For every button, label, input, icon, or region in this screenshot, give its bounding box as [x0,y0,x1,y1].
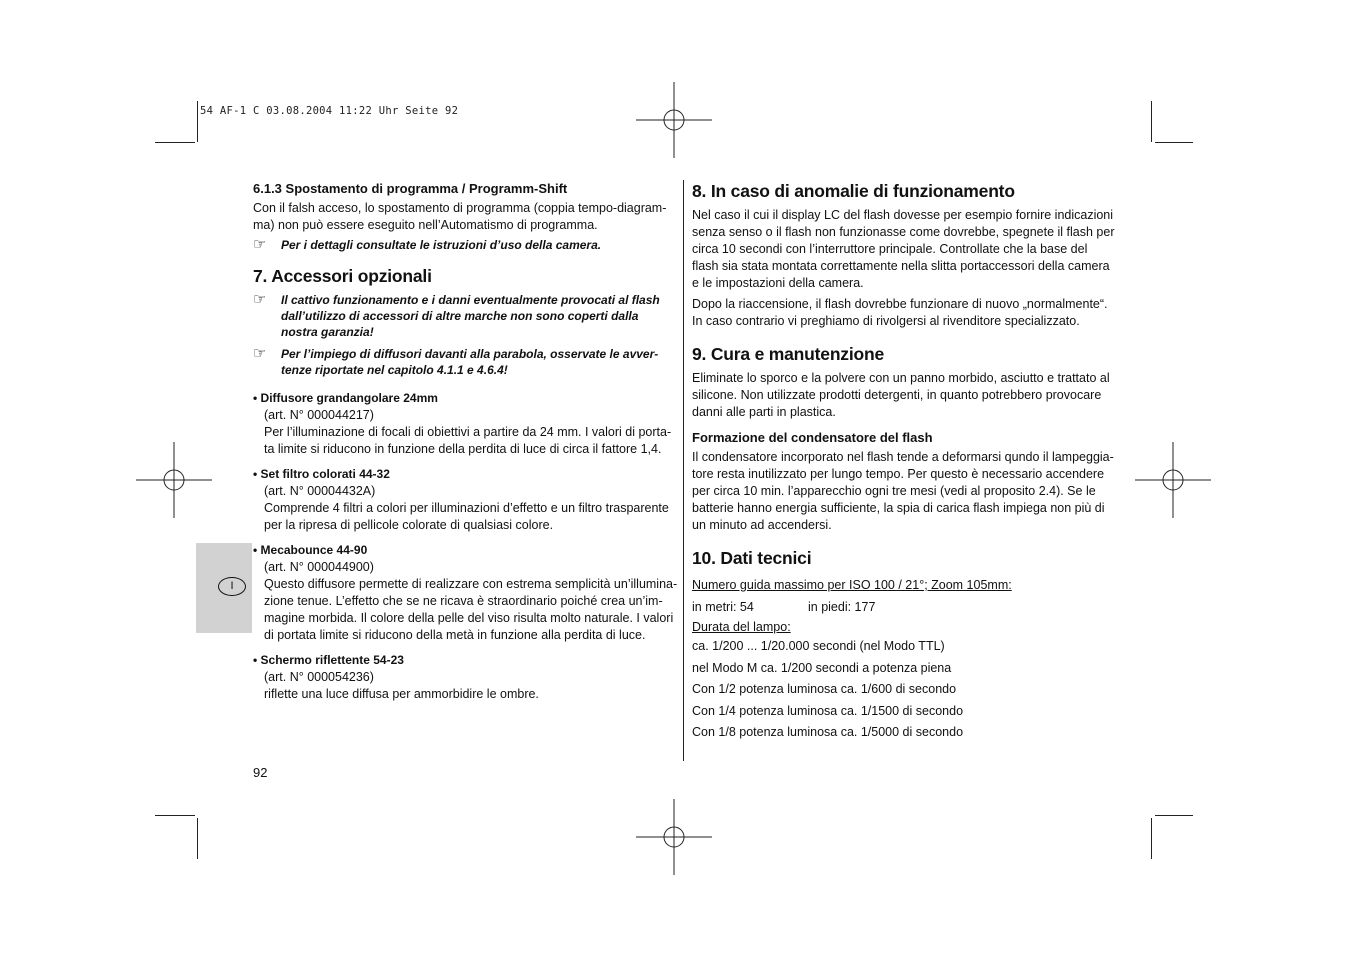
section-9-title: 9. Cura e manutenzione [692,344,885,364]
section-8-paragraph: Nel caso il cui il display LC del flash dovesse per esempio fornire indicazioni senza senso o il flash non funzionasse come dovrebbe, spegnete il flash per circa 10 secondi con l’interruttore principale. Controllate che la base del flash sia stata montata correttamente nella slitta portaccessori della camera e le impostazioni della camera. [692,208,1115,290]
section-8-title: 8. In caso di anomalie di funzionamento [692,181,1015,201]
left-column [253,180,678,703]
flash-duration-line: nel Modo M ca. 1/200 secondi a potenza piena [692,660,952,675]
accessory-item [253,390,678,458]
accessory-name: • Schermo riflettente 54-23 [253,653,404,667]
accessory-item [253,466,678,534]
accessory-description: Per l’illuminazione di focali di obiettivi a partire da 24 mm. I valori di porta-ta limite si riducono in funzione della perdita di luce di circa il fattore 1,4. [264,425,672,456]
note-text: Per i dettagli consultate le istruzioni d’uso della camera. [281,238,602,252]
note-text: Per l’impiego di diffusori davanti alla parabola, osservate le avver-tenze riportate nel capitolo 4.1.1 e 4.6.4! [281,347,659,377]
guide-number-feet: in piedi: 177 [808,599,876,614]
pointing-hand-icon: ☞ [253,291,267,308]
flash-duration-line: Con 1/4 potenza luminosa ca. 1/1500 di secondo [692,703,964,718]
right-column [692,180,1117,744]
flash-duration-label: Durata del lampo: [692,620,791,634]
crop-mark [155,815,195,816]
flash-duration-line: ca. 1/200 ... 1/20.000 secondi (nel Modo TTL) [692,639,945,653]
crop-mark [1151,818,1152,859]
accessory-name: • Mecabounce 44-90 [253,543,368,557]
flash-duration-line: Con 1/2 potenza luminosa ca. 1/600 di secondo [692,682,957,696]
note-text: Il cattivo funzionamento e i danni eventualmente provocati al flash dall’utilizzo di accessori di altre marche non sono coperti dalla nostra garanzia! [281,293,660,339]
condenser-paragraph: Il condensatore incorporato nel flash tende a deformarsi qundo il lampeggia-tore resta inutilizzato per lungo tempo. Per questo è necessario accendere per circa 10 min. l’apparecchio ogni tre mesi (vedi al proposito 2.4). Se le batterie hanno energia sufficiente, la spia di carica flash impiega non più di un minuto ad accendersi. [692,450,1114,532]
registration-mark-icon [634,80,714,160]
note [253,237,678,253]
accessory-item [253,652,678,703]
section-6-1-3-title: 6.1.3 Spostamento di programma / Programm-Shift [253,181,568,196]
accessory-art-number: (art. N° 000054236) [264,670,374,684]
accessory-description: Questo diffusore permette di realizzare con estrema semplicità un’illumina-zione tenue. L’effetto che se ne ricava è straordinario poiché crea un’im-magine morbida. Il colore della pelle del viso risulta molto naturale. I valori di portata limite si riducono della metà in funzione alla perdita di luce. [264,577,678,642]
accessory-item [253,542,678,644]
section-6-1-3-text: Con il falsh acceso, lo spostamento di programma (coppia tempo-diagram-ma) non può essere eseguito nell’Automatismo di programma. [253,201,667,232]
section-9-paragraph: Eliminate lo sporco e la polvere con un panno morbido, asciutto e trattato al silicone. Non utilizzate prodotti detergenti, in quanto potrebbero provocare danni alle parti in plastica. [692,371,1110,419]
accessory-art-number: (art. N° 00004432A) [264,484,376,498]
flash-duration-line: Con 1/8 potenza luminosa ca. 1/5000 di secondo [692,725,964,739]
registration-mark-icon [634,797,714,877]
crop-mark [1155,815,1193,816]
section-7-title: 7. Accessori opzionali [253,266,432,286]
guide-number-values [692,597,1117,619]
note [253,292,678,340]
accessory-name: • Diffusore grandangolare 24mm [253,391,438,405]
accessory-description: Comprende 4 filtri a colori per illuminazioni d’effetto e un filtro trasparente per la ripresa di pellicole colorate di qualsiasi colore. [264,501,669,532]
guide-number-meters: in metri: 54 [692,599,754,614]
page-number: 92 [253,765,268,780]
crop-mark [1155,142,1193,143]
guide-number-label: Numero guida massimo per ISO 100 / 21°; Zoom 105mm: [692,578,1012,592]
section-10-title: 10. Dati tecnici [692,548,812,568]
accessory-description: riflette una luce diffusa per ammorbidire le ombre. [264,687,539,701]
note [253,346,678,378]
crop-mark [1151,101,1152,142]
accessory-art-number: (art. N° 000044217) [264,408,374,422]
accessory-name: • Set filtro colorati 44-32 [253,467,390,481]
pointing-hand-icon: ☞ [253,345,267,362]
pointing-hand-icon: ☞ [253,236,267,253]
accessory-art-number: (art. N° 000044900) [264,560,374,574]
condenser-title: Formazione del condensatore del flash [692,430,933,445]
crop-mark [155,142,195,143]
crop-mark [197,818,198,859]
column-divider [683,180,684,761]
registration-mark-icon [134,440,214,520]
tech-data [692,575,1117,744]
registration-mark-icon [1133,440,1213,520]
section-8-paragraph: Dopo la riaccensione, il flash dovrebbe funzionare di nuovo „normalmente“. In caso contrario vi preghiamo di rivolgersi al rivenditore specializzato. [692,297,1108,328]
print-slug: 54 AF-1 C 03.08.2004 11:22 Uhr Seite 92 [200,105,459,117]
crop-mark [197,101,198,142]
language-tab-label: I [218,577,246,596]
